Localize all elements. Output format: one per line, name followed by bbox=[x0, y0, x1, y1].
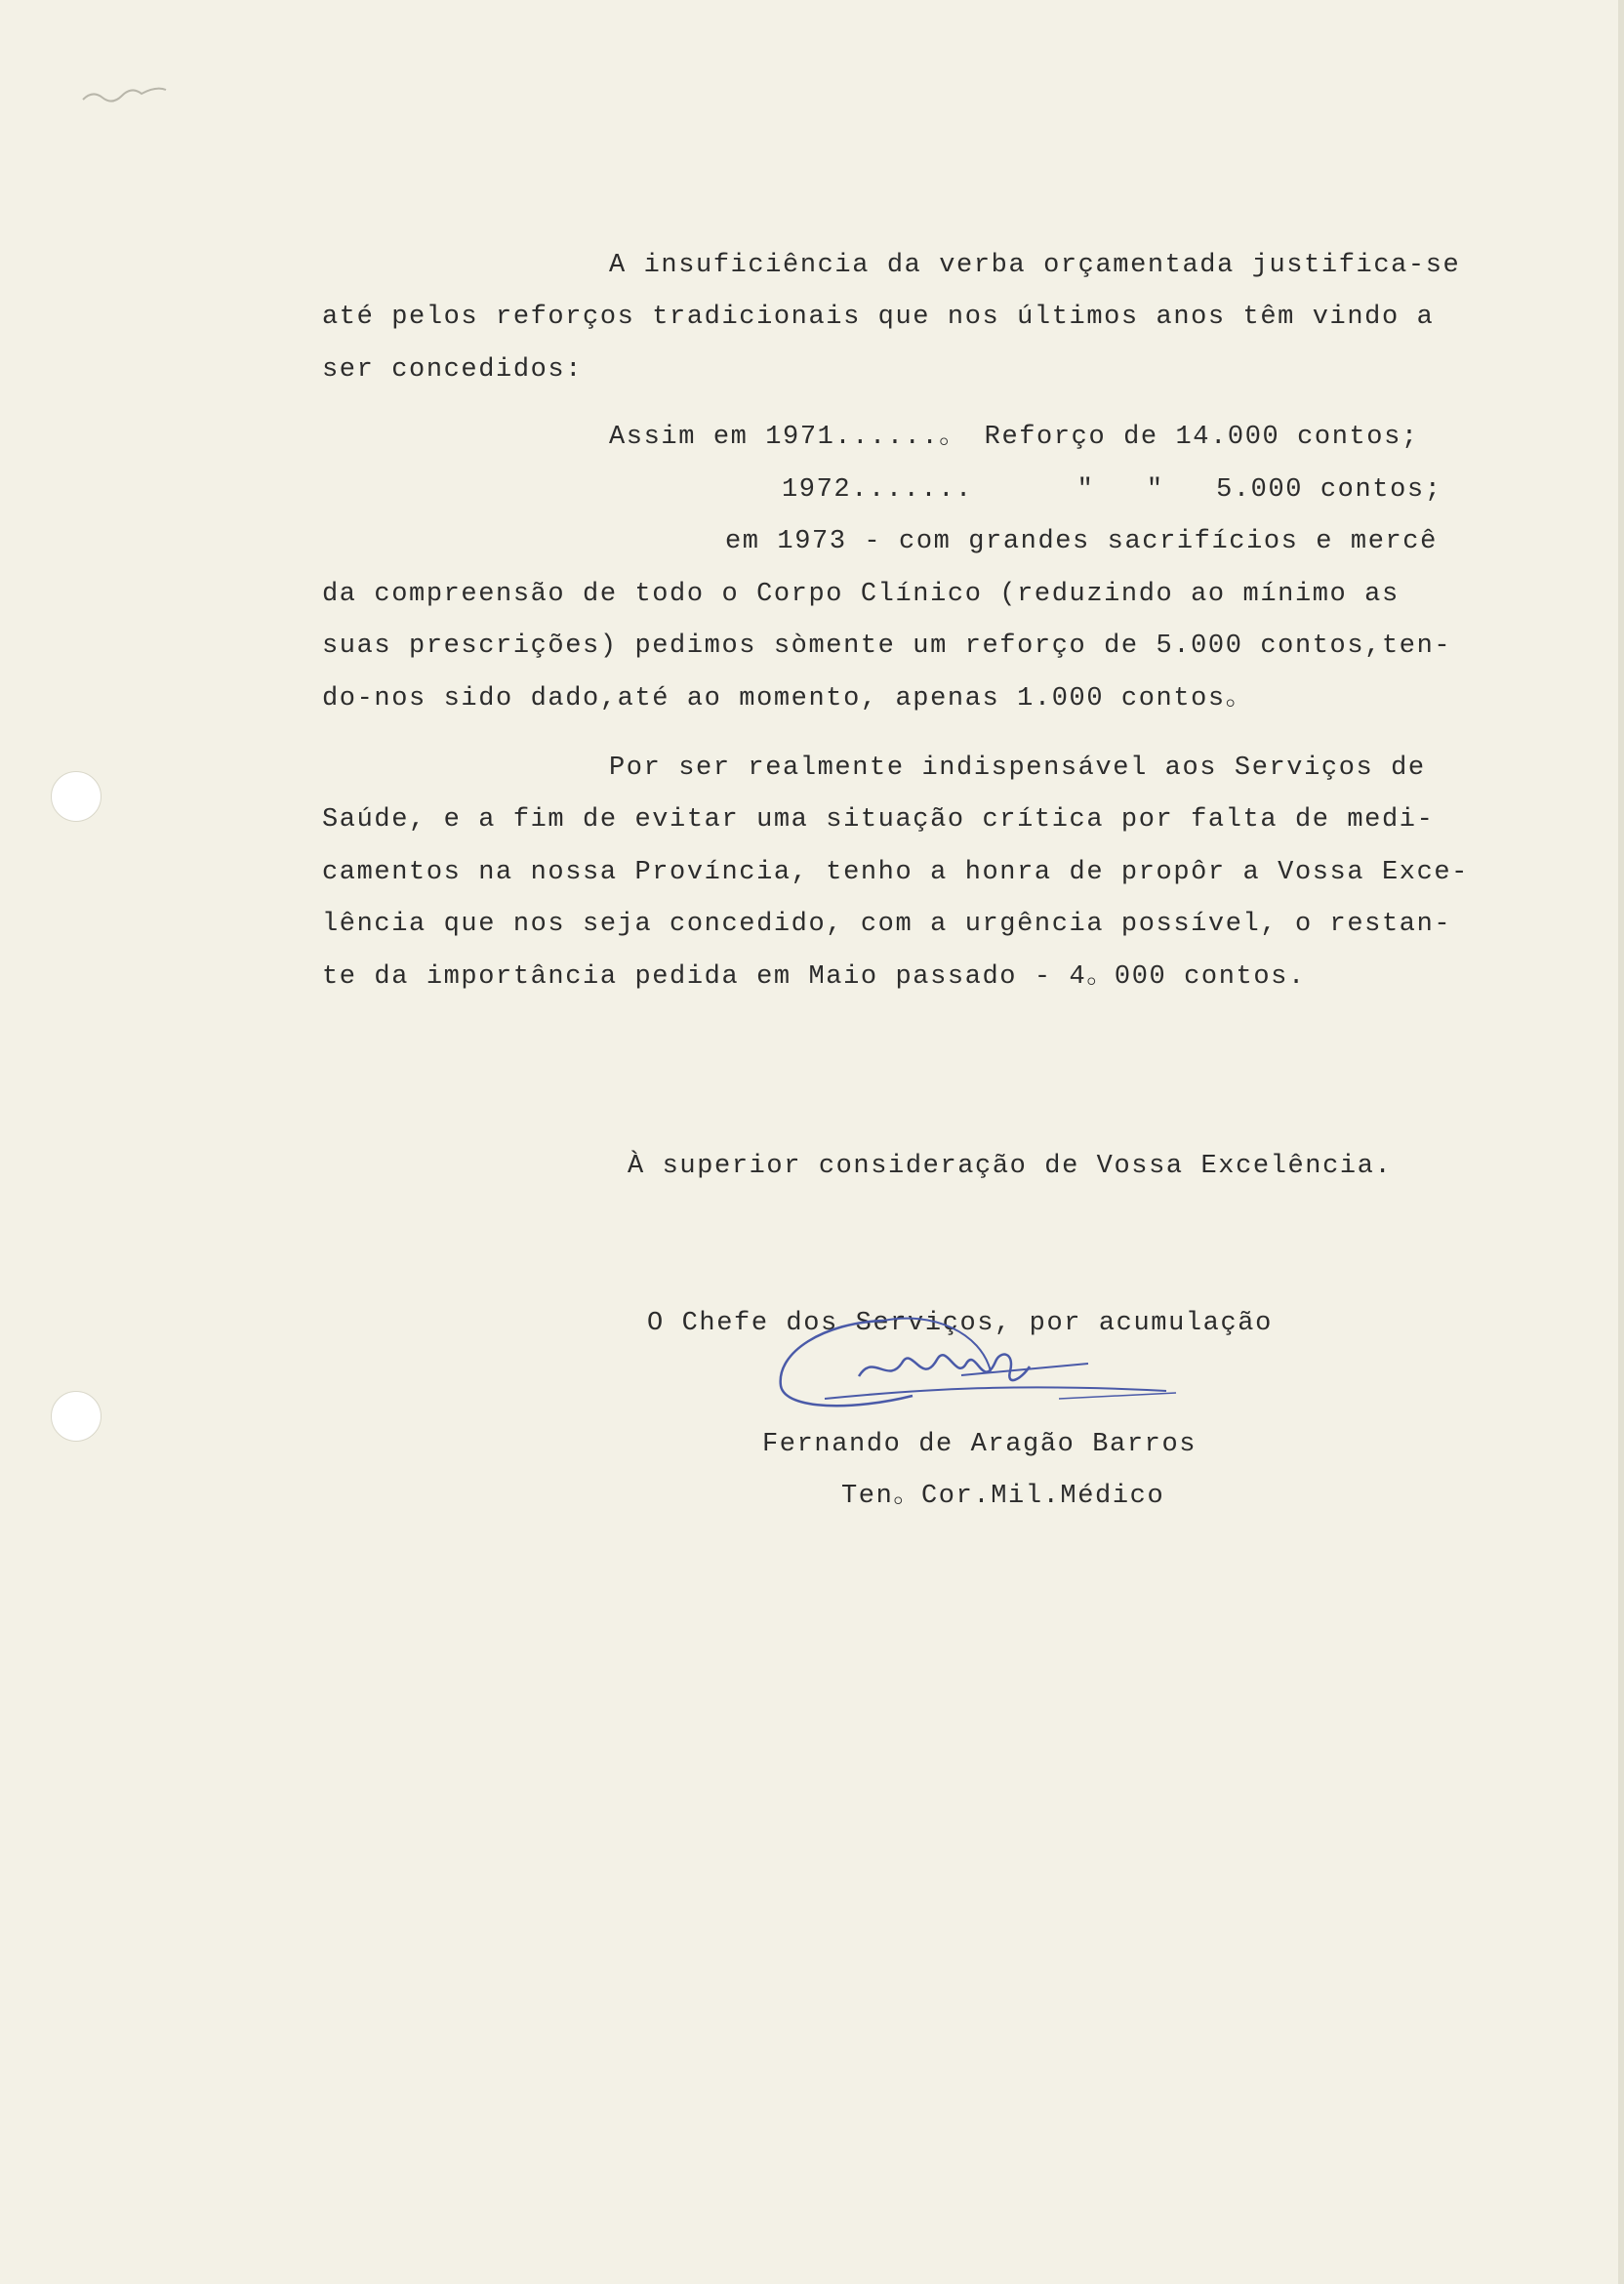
reinforcement-line: em 1973 - com grandes sacrifícios e mercê bbox=[725, 527, 1438, 556]
letter-line: Por ser realmente indispensável aos Serviços de bbox=[609, 754, 1426, 783]
letter-line: da compreensão de todo o Corpo Clínico (reduzindo ao mínimo as bbox=[322, 580, 1400, 609]
handwritten-signature-icon bbox=[766, 1293, 1215, 1449]
signatory-name: Fernando de Aragão Barros bbox=[762, 1430, 1198, 1459]
reinforcement-line: 1972....... " " 5.000 contos; bbox=[782, 475, 1442, 505]
letter-line: camentos na nossa Província, tenho a honra de propôr a Vossa Exce- bbox=[322, 858, 1469, 887]
letter-line: até pelos reforços tradicionais que nos últimos anos têm vindo a bbox=[322, 303, 1435, 332]
letter-line: suas prescrições) pedimos sòmente um reforço de 5.000 contos,ten- bbox=[322, 632, 1452, 661]
letter-line: lência que nos seja concedido, com a urgência possível, o restan- bbox=[322, 910, 1452, 939]
signatory-rank: Ten。Cor.Mil.Médico bbox=[841, 1482, 1165, 1511]
letter-line: te da importância pedida em Maio passado - 4。000 contos. bbox=[322, 962, 1306, 992]
letter-line: ser concedidos: bbox=[322, 355, 584, 385]
letter-line: A insuficiência da verba orçamentada justifica-se bbox=[609, 251, 1461, 280]
letter-line: do-nos sido dado,até ao momento, apenas 1.000 contos。 bbox=[322, 684, 1254, 714]
signature-title: O Chefe dos Serviços, por acumulação bbox=[647, 1309, 1273, 1338]
closing-line: À superior consideração de Vossa Excelência. bbox=[628, 1152, 1393, 1181]
pencil-mark-icon bbox=[78, 78, 176, 107]
letter-line: Saúde, e a fim de evitar uma situação crítica por falta de medi- bbox=[322, 805, 1435, 835]
reinforcement-line: Assim em 1971......。 Reforço de 14.000 contos; bbox=[609, 423, 1419, 452]
punch-hole-top bbox=[51, 771, 102, 822]
punch-hole-bottom bbox=[51, 1391, 102, 1442]
